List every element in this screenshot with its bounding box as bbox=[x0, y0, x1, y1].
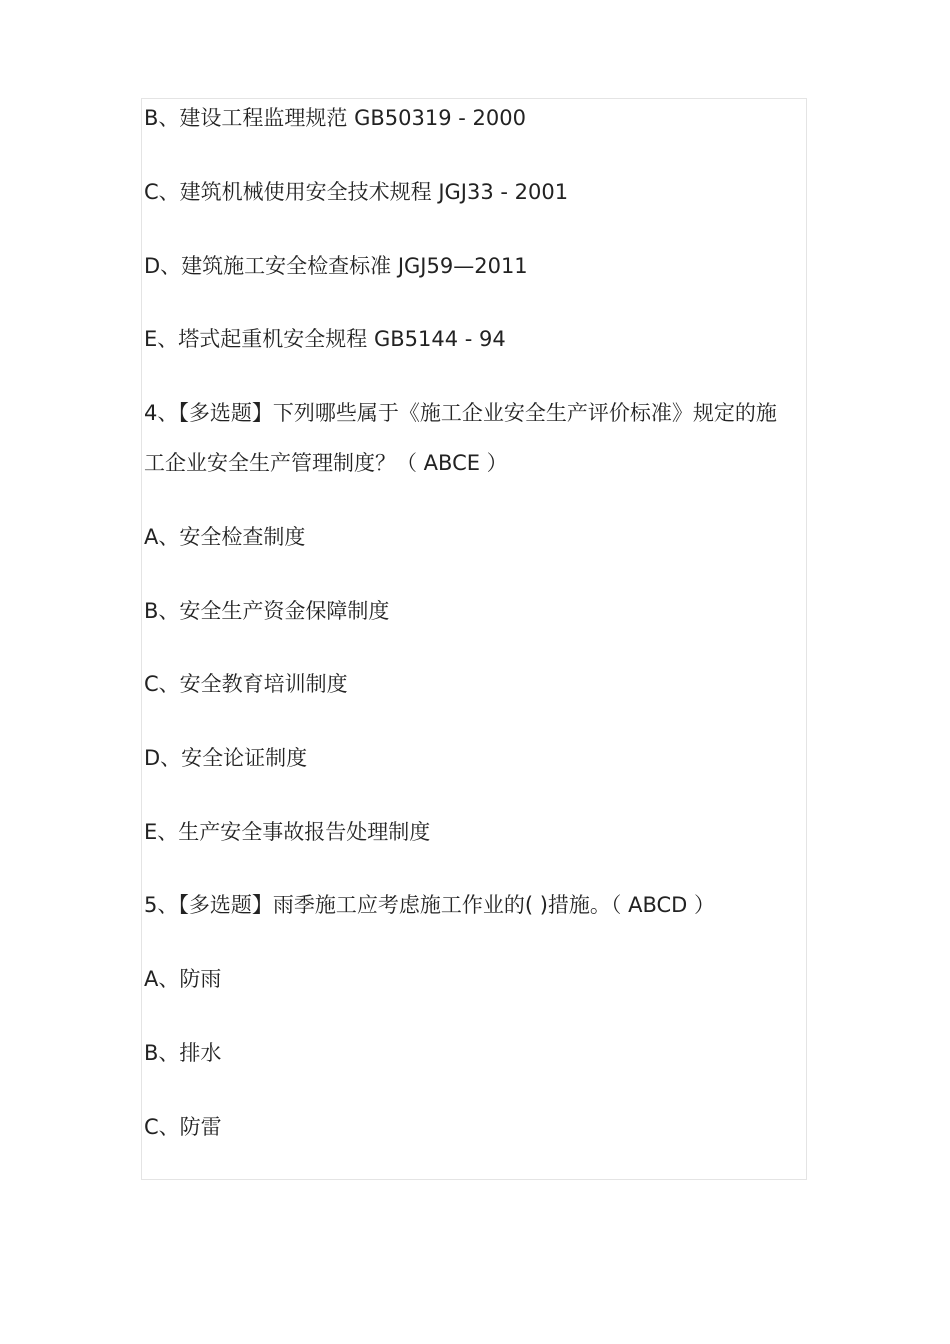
q4-option-b: B、安全生产资金保障制度 bbox=[144, 599, 390, 623]
q4-question-line2: 工企业安全生产管理制度？（ ABCE ） bbox=[144, 451, 508, 475]
q3-option-c: C、建筑机械使用安全技术规程 JGJ33 - 2001 bbox=[144, 180, 569, 204]
q5-option-c: C、防雷 bbox=[144, 1115, 222, 1139]
q4-option-d: D、安全论证制度 bbox=[144, 746, 308, 770]
q5-option-b: B、排水 bbox=[144, 1041, 222, 1065]
q4-option-e: E、生产安全事故报告处理制度 bbox=[144, 820, 431, 844]
q3-option-b: B、建设工程监理规范 GB50319 - 2000 bbox=[144, 106, 526, 130]
q4-option-a: A、安全检查制度 bbox=[144, 525, 306, 549]
q4-option-c: C、安全教育培训制度 bbox=[144, 672, 348, 696]
q5-option-a: A、防雨 bbox=[144, 967, 222, 991]
q5-question: 5、【多选题】雨季施工应考虑施工作业的( )措施。（ ABCD ） bbox=[144, 893, 716, 917]
q3-option-d: D、建筑施工安全检查标准 JGJ59—2011 bbox=[144, 254, 528, 278]
q3-option-e: E、塔式起重机安全规程 GB5144 - 94 bbox=[144, 327, 506, 351]
q4-question-line1: 4、【多选题】下列哪些属于《施工企业安全生产评价标准》规定的施 bbox=[144, 401, 777, 425]
